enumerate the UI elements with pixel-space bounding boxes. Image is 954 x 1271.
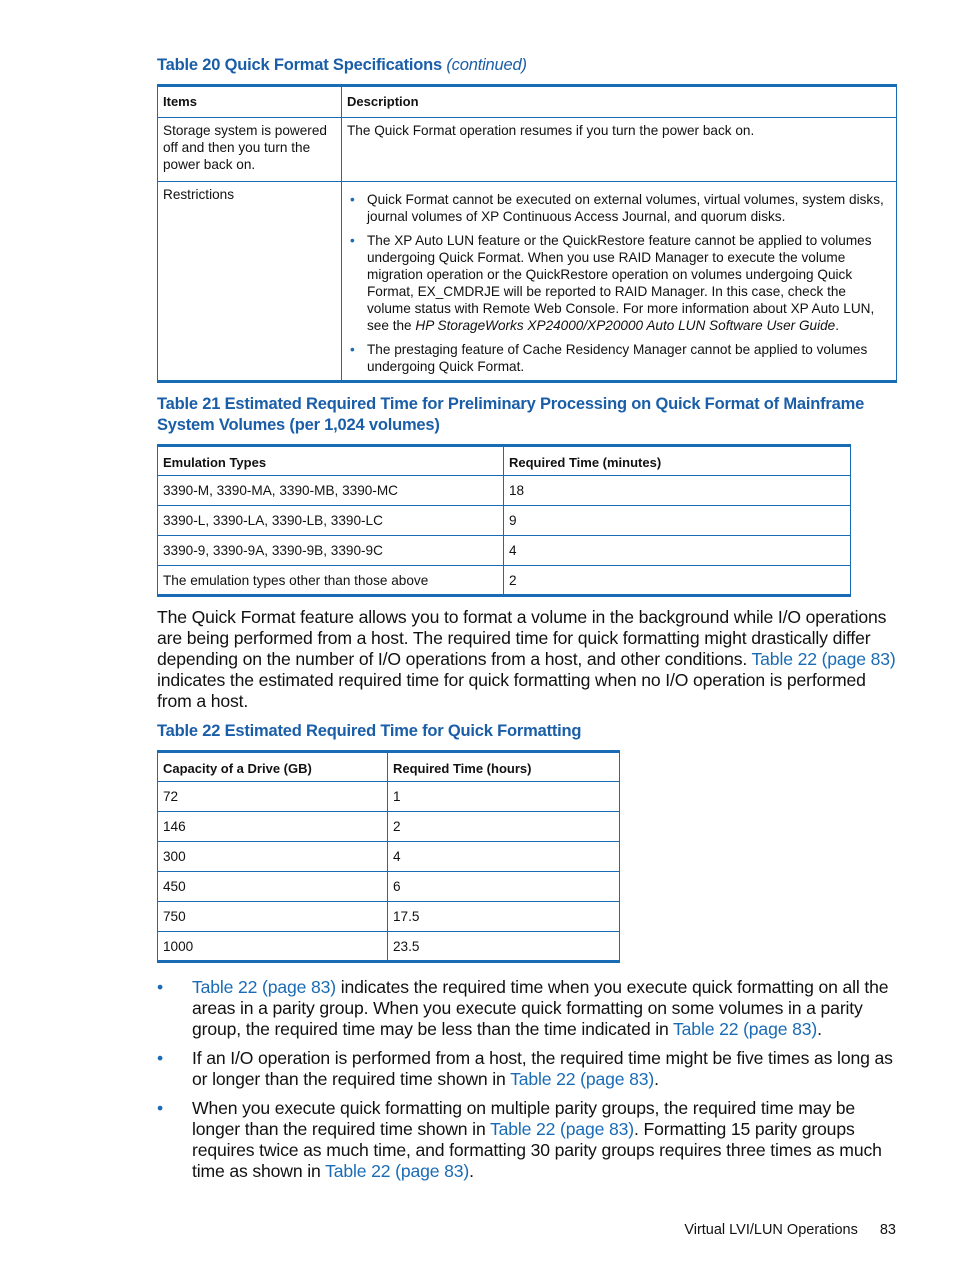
restrictions-list [347,191,891,375]
list-item: • The prestaging feature of Cache Residency Manager cannot be applied to volumes undergoing Quick Format. [367,341,891,375]
table-row [158,566,851,596]
table-row [158,476,851,506]
table-cell: 18 [504,476,851,506]
table22 [157,750,620,963]
table-header-row [158,86,897,118]
column-header: Description [342,86,897,118]
table22-caption: Table 22 Estimated Required Time for Quick Formatting [157,722,582,740]
table-cell: Restrictions [158,182,342,382]
table22-link[interactable]: Table 22 (page 83) [192,977,337,997]
table-row [158,506,851,536]
table20 [157,84,897,383]
table-row [158,782,620,812]
table21 [157,444,851,597]
table-cell: 300 [158,842,388,872]
column-header: Emulation Types [158,446,504,476]
table-cell: 3390-L, 3390-LA, 3390-LB, 3390-LC [158,506,504,536]
notes-list [157,977,899,1190]
table22-link[interactable]: Table 22 (page 83) [751,649,896,669]
list-item: • The XP Auto LUN feature or the QuickRestore feature cannot be applied to volumes undergoing Quick Format. When you use RAID Manager to execute the volume migration operation or the QuickRestore operation on volumes undergoing Quick Format, EX_CMDRJE will be reported to RAID Manager. In this case, check the volume status with Remote Web Console. For more information about XP Auto LUN, see the HP StorageWorks XP24000/XP20000 Auto LUN Software User Guide. [367,232,891,334]
table-row [158,842,620,872]
table-cell: 4 [504,536,851,566]
table-cell: The Quick Format operation resumes if you turn the power back on. [342,118,897,182]
table-row [158,182,897,382]
table22-link[interactable]: Table 22 (page 83) [510,1069,655,1089]
table-cell: 3390-9, 3390-9A, 3390-9B, 3390-9C [158,536,504,566]
table22-link[interactable]: Table 22 (page 83) [673,1019,818,1039]
table-cell: 6 [388,872,620,902]
table-row [158,902,620,932]
table-row [158,118,897,182]
table-cell: 3390-M, 3390-MA, 3390-MB, 3390-MC [158,476,504,506]
table20-caption: Table 20 Quick Format Specifications (continued) [157,56,527,74]
list-item: • If an I/O operation is performed from a host, the required time might be five times as long as or longer than the required time shown in Table 22 (page 83). [157,1048,899,1090]
column-header: Required Time (minutes) [504,446,851,476]
table-cell: 450 [158,872,388,902]
table-cell: 23.5 [388,932,620,962]
list-item: • When you execute quick formatting on multiple parity groups, the required time may be longer than the required time shown in Table 22 (page 83). Formatting 15 parity groups requires twice as much time, and formatting 30 parity groups requires three times as much time as shown in Table 22 (page 83). [157,1098,899,1182]
table-cell: 1 [388,782,620,812]
column-header: Items [158,86,342,118]
table-header-row [158,752,620,782]
table-cell: 9 [504,506,851,536]
list-item: • Table 22 (page 83) indicates the required time when you execute quick formatting on all the areas in a parity group. When you execute quick formatting on some volumes in a parity group, the required time may be less than the time indicated in Table 22 (page 83). [157,977,899,1040]
table-row [158,536,851,566]
footer-section-title: Virtual LVI/LUN Operations [684,1222,858,1238]
table-cell: 2 [504,566,851,596]
table-cell: 4 [388,842,620,872]
table22-link[interactable]: Table 22 (page 83) [325,1161,470,1181]
table-cell [342,182,897,382]
table-cell: 17.5 [388,902,620,932]
table-cell: 72 [158,782,388,812]
body-paragraph: The Quick Format feature allows you to format a volume in the background while I/O operations are being performed from a host. The required time for quick formatting might drastically differ depending on the number of I/O operations from a host, and other conditions. Table 22 (page 83) indicates the estimated required time for quick formatting when no I/O operation is performed from a host. [157,607,896,711]
table21-caption: Table 21 Estimated Required Time for Preliminary Processing on Quick Format of Mainframe System Volumes (per 1,024 volumes) [157,395,865,434]
table-cell: 2 [388,812,620,842]
table-cell: 750 [158,902,388,932]
table-cell: 1000 [158,932,388,962]
column-header: Required Time (hours) [388,752,620,782]
table-row [158,872,620,902]
table-cell: The emulation types other than those above [158,566,504,596]
table22-link[interactable]: Table 22 (page 83) [490,1119,635,1139]
table-row [158,932,620,962]
page-footer [684,1222,896,1238]
table-cell: 146 [158,812,388,842]
table-header-row [158,446,851,476]
column-header: Capacity of a Drive (GB) [158,752,388,782]
page-number: 83 [879,1222,896,1238]
table-row [158,812,620,842]
list-item: • Quick Format cannot be executed on external volumes, virtual volumes, system disks, journal volumes of XP Continuous Access Journal, and quorum disks. [367,191,891,225]
table-cell: Storage system is powered off and then you turn the power back on. [158,118,342,182]
